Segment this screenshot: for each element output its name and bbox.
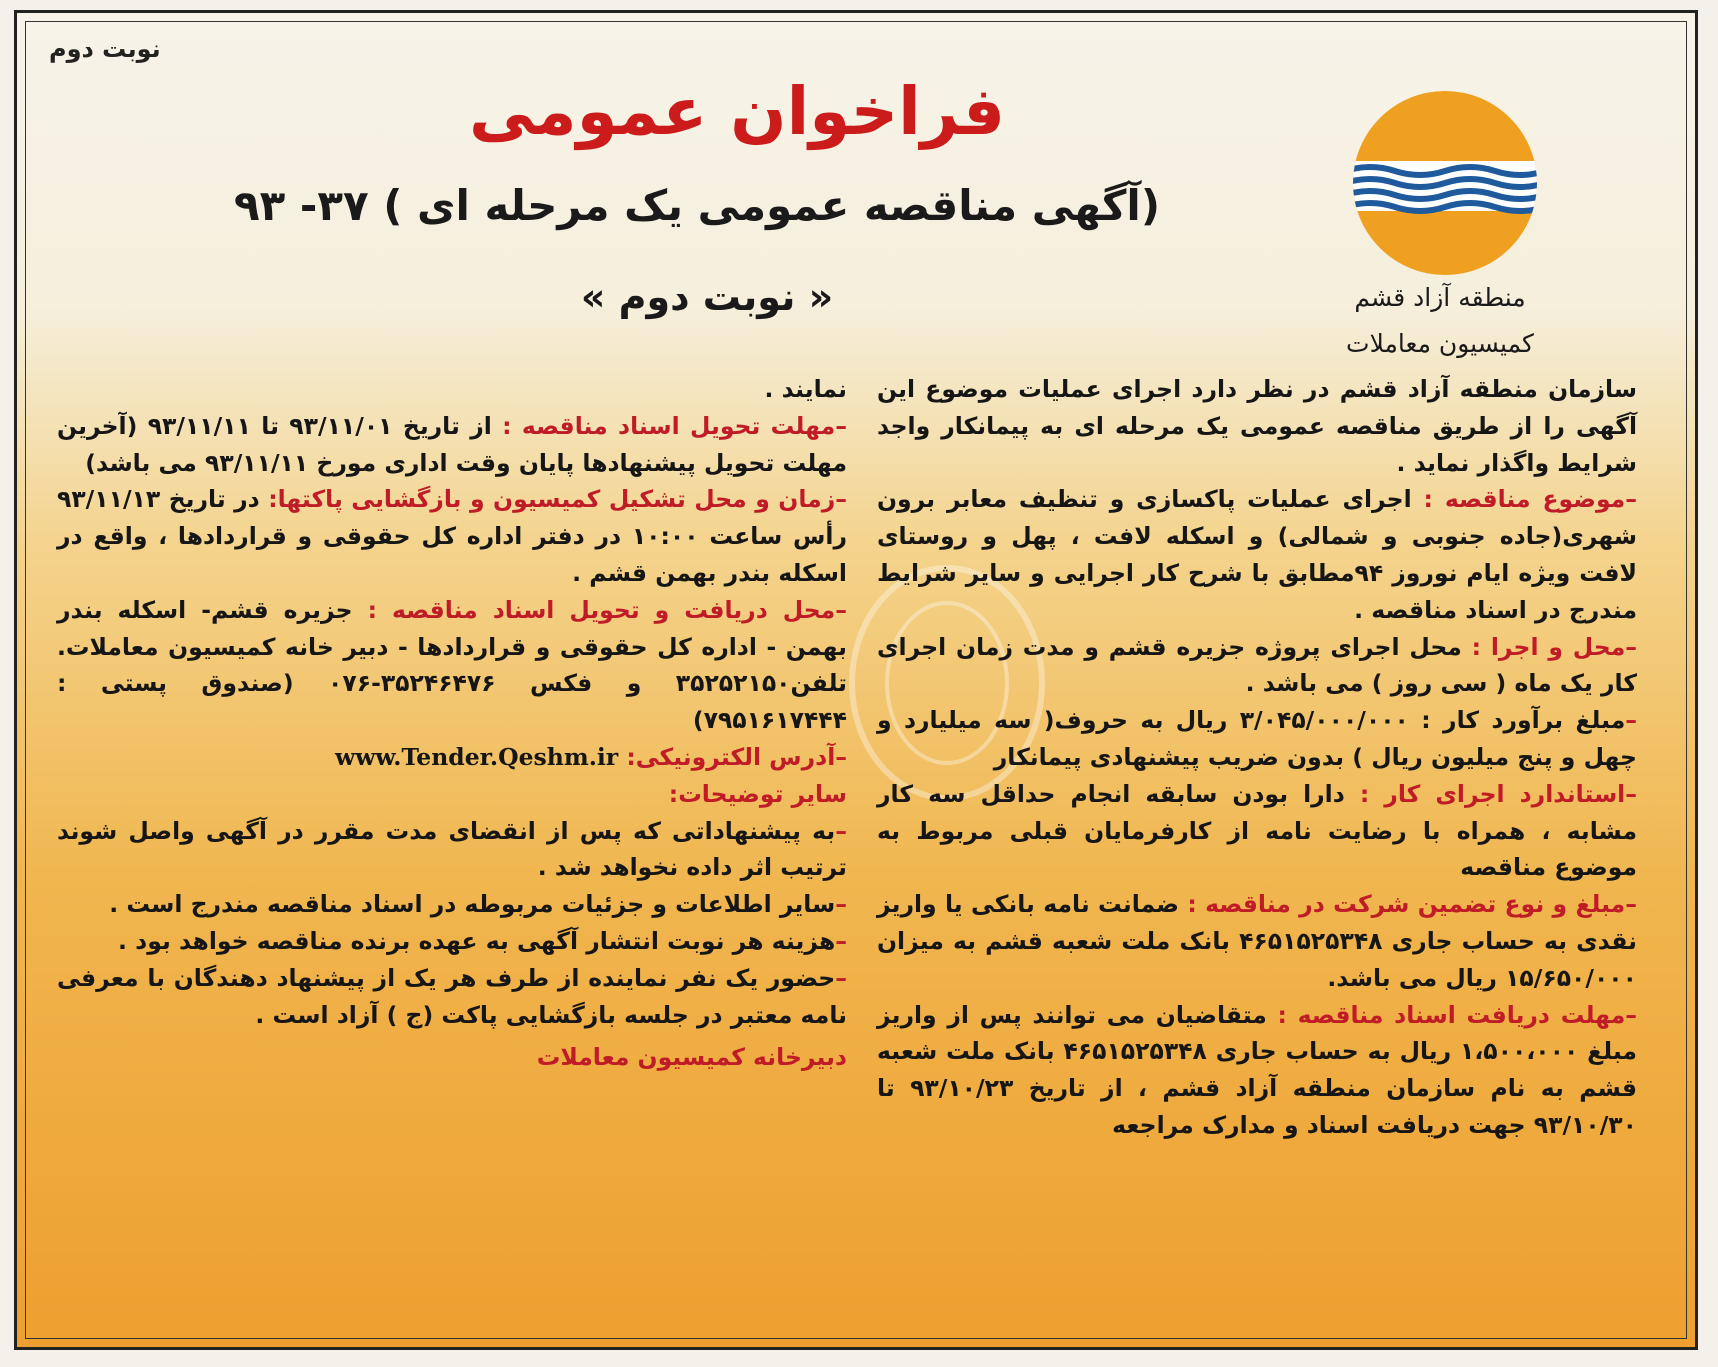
notes-label: سایر توضیحات: [668,779,847,808]
estimate-label: – مبلغ برآورد کار : [1421,706,1637,734]
org-line-2: کمیسیون معاملات [1346,329,1534,358]
estimate-text: ۳/۰۴۵/۰۰۰/۰۰۰ ریال به حروف( سه میلیارد و چهل و پنج میلیون ریال ) بدون ضریب پیشنهادی پیمانکار [877,706,1637,771]
tender-subtitle: (آگهی مناقصه عمومی یک مرحله ای ) ۳۷- ۹۳ [233,181,1161,230]
tender-website-link[interactable]: www.Tender.Qeshm.ir [334,742,619,771]
note-3: – هزینه هر نوبت انتشار آگهی به عهده برنده مناقصه خواهد بود . [57,923,847,960]
org-line-1: منطقه آزاد قشم [1354,283,1526,312]
location-paragraph [877,629,1637,703]
standard-text: دارا بودن سابقه انجام حداقل سه کار مشابه ، همراه با رضایت نامه از کارفرمایان قبلی مربوط به موضوع مناقصه [877,779,1637,882]
opening-paragraph [57,481,847,591]
delivery-label: – مهلت تحویل اسناد مناقصه : [502,412,847,440]
delivery-text: از تاریخ ۹۳/۱۱/۰۱ تا ۹۳/۱۱/۱۱ (آخرین مهلت تحویل پیشنهادها پایان وقت اداری مورخ ۹۳/۱۱/۱۱ می باشد) [57,411,847,477]
location-text: محل اجرای پروژه جزیره قشم و مدت زمان اجرای کار یک ماه ( سی روز ) می باشد . [877,632,1637,698]
delivery-paragraph [57,408,847,482]
location-label: – محل و اجرا : [1472,633,1637,661]
signature: دبیرخانه کمیسیون معاملات [536,1043,847,1072]
guarantee-paragraph [877,886,1637,996]
standard-paragraph [877,776,1637,886]
note-2: – سایر اطلاعات و جزئیات مربوطه در اسناد مناقصه مندرج است . [57,886,847,923]
guarantee-label: – مبلغ و نوع تضمین شرکت در مناقصه : [1187,890,1637,918]
standard-label: – استاندارد اجرای کار : [1360,780,1637,808]
advertisement-frame [14,10,1698,1350]
place-label: – محل دریافت و تحویل اسناد مناقصه : [368,596,847,624]
subject-text: اجرای عملیات پاکسازی و تنظیف معابر برون شهری(جاده جنوبی و شمالی) و اسکله لافت ، پهل و روستای لافت ویژه ایام نوروز ۹۴مطابق با شرح کار اجرایی و سایر شرایط مندرج در اسناد مناقصه . [877,485,1637,624]
opening-text: در تاریخ ۹۳/۱۱/۱۳ رأس ساعت ۱۰:۰۰ در دفتر اداره کل حقوقی و قراردادها ، واقع در اسکله بندر بهمن قشم . [57,485,847,587]
guarantee-text: ضمانت نامه بانکی یا واریز نقدی به حساب جاری ۴۶۵۱۵۲۵۳۴۸ بانک ملت شعبه قشم به میزان ۱۵/۶۵۰/۰۰۰ ریال می باشد. [877,890,1637,992]
notes-heading [57,776,847,813]
subject-paragraph [877,481,1637,628]
page-title: فراخوان عمومی [468,73,1006,150]
right-text-column [877,371,1637,1144]
docs-deadline-text: متقاضیان می توانند پس از واریز مبلغ ۱،۵۰۰،۰۰۰ ریال به حساب جاری ۴۶۵۱۵۲۵۳۴۸ بانک ملت شعبه قشم به نام سازمان منطقه آزاد قشم ، از تاریخ ۹۳/۱۰/۲۳ تا ۹۳/۱۰/۳۰ جهت دریافت اسناد و مدارک مراجعه [877,1000,1637,1139]
estimate-paragraph [877,702,1637,776]
corner-round-note: نوبت دوم [49,35,161,63]
opening-label: – زمان و محل تشکیل کمیسیون و بازگشایی پاکتها: [268,485,847,513]
left-text-column [57,371,847,1076]
note-1: – به پیشنهاداتی که پس از انقضای مدت مقرر در آگهی واصل شوند ترتیب اثر داده نخواهد شد . [57,813,847,887]
docs-deadline-paragraph [877,997,1637,1144]
place-text: جزیره قشم- اسکله بندر بهمن - اداره کل حقوقی و قراردادها - دبیر خانه کمیسیون معاملات. تلفن۳۵۲۵۲۱۵۰ و فکس ۳۵۲۴۶۴۷۶-۰۷۶ (صندوق پستی : ۷۹۵۱۶۱۷۴۴۴) [57,595,847,735]
place-paragraph [57,592,847,739]
subject-label: – موضوع مناقصه : [1424,485,1637,513]
web-paragraph [57,739,847,776]
intro-paragraph: سازمان منطقه آزاد قشم در نظر دارد اجرای عملیات موضوع این آگهی را از طریق مناقصه عمومی یک مرحله ای به پیمانکار واجد شرایط واگذار نماید . [877,375,1637,477]
web-label: – آدرس الکترونیکی: [626,743,847,771]
note-4: – حضور یک نفر نماینده از طرف هر یک از پیشنهاد دهندگان با معرفی نامه معتبر در جلسه بازگشایی پاکت (ج ) آزاد است . [57,960,847,1034]
continuation-text: نمایند . [764,375,847,403]
organization-name [1325,275,1555,367]
qeshm-free-zone-logo [1345,83,1545,283]
round-label: « نوبت دوم » [580,275,834,319]
docs-deadline-label: – مهلت دریافت اسناد مناقصه : [1278,1001,1637,1029]
